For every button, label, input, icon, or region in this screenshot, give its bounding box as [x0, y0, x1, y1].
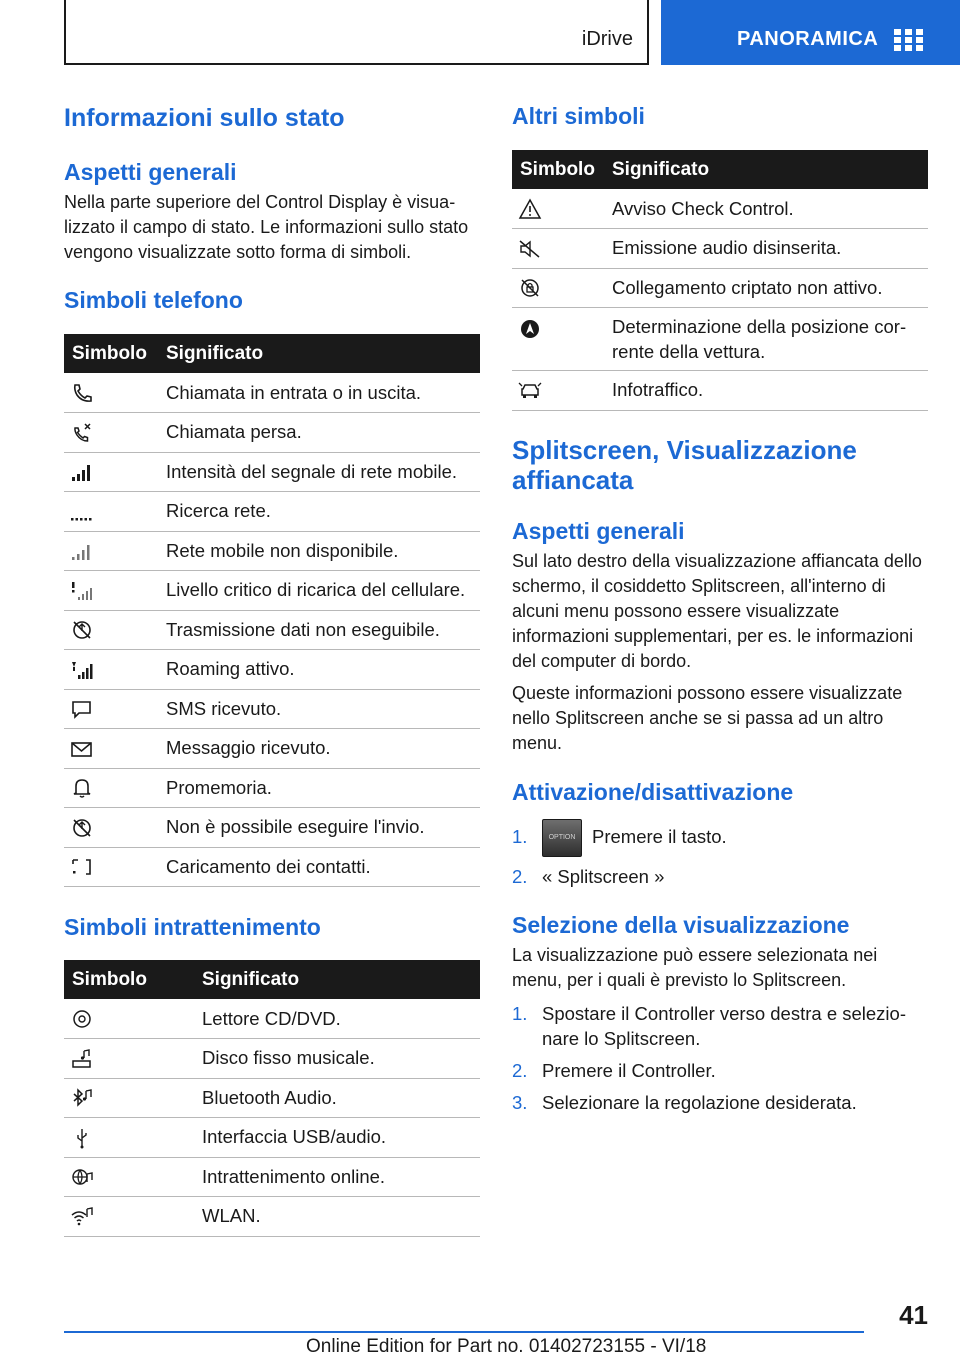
- step-number: 3.: [512, 1091, 528, 1113]
- phone-call-icon: [70, 382, 94, 404]
- row-meaning: Caricamento dei contatti.: [158, 847, 480, 887]
- step-number: 1.: [512, 1002, 528, 1024]
- row-meaning: Avviso Check Control.: [604, 189, 928, 229]
- send-blocked-icon: [70, 817, 94, 839]
- row-meaning: Chiamata persa.: [158, 413, 480, 453]
- table-row: [64, 1039, 480, 1079]
- header-section-box: [64, 0, 649, 65]
- list-item: [512, 1001, 928, 1051]
- data-disabled-icon: [70, 619, 94, 641]
- phone-symbols-table: [64, 334, 480, 887]
- splitscreen-text-1: Sul lato destro della visualizzazione affiancata dello schermo, il cosiddetto Splitscreen, all'interno di alcuni menu possono essere visualizzate informazioni supplementari, per es. le informazioni del computer di bordo.: [512, 550, 922, 671]
- selection-heading: Selezione della visualizzazione: [512, 911, 850, 938]
- unencrypted-icon: [518, 277, 542, 299]
- usb-icon: [70, 1127, 94, 1149]
- table-row: [64, 492, 480, 532]
- position-icon: [518, 318, 542, 340]
- step-text: Premere il tasto.: [592, 825, 727, 847]
- selection-steps: [512, 1001, 928, 1115]
- step-number: 1.: [512, 825, 528, 847]
- online-entertainment-icon: [70, 1166, 94, 1188]
- table-row: [512, 371, 928, 411]
- header-section-label: iDrive: [581, 28, 633, 50]
- table-row: [512, 189, 928, 229]
- entertainment-symbols-heading: Simboli intrattenimento: [64, 914, 321, 940]
- missed-call-icon: [70, 422, 94, 444]
- grid-icon[interactable]: [894, 29, 924, 53]
- list-item: [512, 1090, 928, 1115]
- table-row: [64, 1078, 480, 1118]
- page-number: 41: [899, 1300, 928, 1330]
- column-header-meaning: Significato: [202, 968, 300, 990]
- column-header-symbol: Simbolo: [520, 158, 595, 180]
- other-symbols-table: [512, 150, 928, 411]
- row-meaning: Promemoria.: [158, 768, 480, 808]
- table-row: [64, 452, 480, 492]
- table-row: [64, 373, 480, 413]
- row-meaning: Collegamento criptato non attivo.: [604, 268, 928, 308]
- list-item: [512, 864, 928, 889]
- list-item: [512, 1058, 928, 1083]
- splitscreen-title: Splitscreen, Visualizzazione affiancata: [512, 434, 857, 495]
- cd-icon: [70, 1008, 94, 1030]
- row-meaning: Roaming attivo.: [158, 650, 480, 690]
- page-title: Informazioni sullo stato: [64, 104, 345, 132]
- other-symbols-heading: Altri simboli: [512, 103, 645, 129]
- table-row: [512, 268, 928, 308]
- row-meaning: SMS ricevuto.: [158, 689, 480, 729]
- row-meaning: WLAN.: [194, 1197, 480, 1237]
- column-header-meaning: Significato: [612, 158, 710, 180]
- column-header-symbol: Simbolo: [72, 968, 147, 990]
- signal-strength-icon: [70, 461, 94, 483]
- column-header-meaning: Significato: [166, 342, 264, 364]
- network-search-icon: [70, 501, 94, 523]
- table-header-row: [64, 334, 480, 373]
- table-row: [512, 229, 928, 269]
- row-meaning: Chiamata in entrata o in uscita.: [158, 373, 480, 413]
- step-text: Spostare il Controller verso destra e selezionare lo Splitscreen.: [542, 1002, 907, 1049]
- entertainment-symbols-table: [64, 960, 480, 1237]
- column-header-symbol: Simbolo: [72, 342, 147, 364]
- footer-edition: Online Edition for Part no. 01402723155 - VI/18: [306, 1336, 707, 1357]
- sms-icon: [70, 698, 94, 720]
- row-meaning: Trasmissione dati non eseguibile.: [158, 610, 480, 650]
- warning-triangle-icon: [518, 198, 542, 220]
- table-row: [64, 808, 480, 848]
- phone-symbols-heading: Simboli telefono: [64, 287, 243, 313]
- table-row: [64, 729, 480, 769]
- header-tab-panoramica[interactable]: [661, 0, 960, 65]
- row-meaning: Determinazione della posizione corrente della vettura.: [604, 308, 928, 371]
- row-meaning: Intensità del segnale di rete mobile.: [158, 452, 480, 492]
- table-row: [64, 768, 480, 808]
- table-row: [64, 650, 480, 690]
- splitscreen-general-heading: Aspetti generali: [512, 517, 685, 544]
- row-meaning: Emissione audio disinserita.: [604, 229, 928, 269]
- contacts-loading-icon: [70, 856, 94, 878]
- table-row: [64, 413, 480, 453]
- hard-disk-music-icon: [70, 1048, 94, 1070]
- right-column: [512, 100, 928, 1122]
- traffic-info-icon: [518, 380, 542, 402]
- header-tab-label: PANORAMICA: [737, 28, 879, 50]
- row-meaning: Infotraffico.: [604, 371, 928, 411]
- row-meaning: Bluetooth Audio.: [194, 1078, 480, 1118]
- row-meaning: Ricerca rete.: [158, 492, 480, 532]
- option-button-icon[interactable]: OPTION: [542, 819, 582, 857]
- general-heading: Aspetti generali: [64, 159, 237, 185]
- step-text: Selezionare la regolazione desiderata.: [542, 1091, 857, 1113]
- roaming-icon: [70, 659, 94, 681]
- activation-heading: Attivazione/disattivazione: [512, 778, 794, 805]
- table-row: [64, 999, 480, 1039]
- row-meaning: Interfaccia USB/audio.: [194, 1118, 480, 1158]
- table-header-row: [512, 150, 928, 189]
- row-meaning: Rete mobile non disponibile.: [158, 531, 480, 571]
- left-column: [64, 100, 480, 1237]
- low-battery-icon: [70, 580, 94, 602]
- footer-divider: [64, 1331, 864, 1333]
- splitscreen-text-2: Queste informazioni possono essere visualizzate nello Splitscreen anche se si passa ad un altro menu.: [512, 682, 903, 753]
- general-text: Nella parte superiore del Control Display è visualizzato il campo di stato. Le informazioni sullo stato vengono visualizzate sotto forma di simboli.: [64, 192, 469, 262]
- selection-text: La visualizzazione può essere selezionata nei menu, per i quali è previsto lo Splitscreen.: [512, 944, 878, 990]
- mute-icon: [518, 238, 542, 260]
- bluetooth-audio-icon: [70, 1087, 94, 1109]
- table-row: [64, 1197, 480, 1237]
- table-row: [64, 571, 480, 611]
- row-meaning: Intrattenimento online.: [194, 1157, 480, 1197]
- table-row: [64, 1118, 480, 1158]
- row-meaning: Non è possibile eseguire l'invio.: [158, 808, 480, 848]
- table-row: [64, 610, 480, 650]
- envelope-icon: [70, 738, 94, 760]
- list-item: [512, 818, 928, 857]
- table-row: [64, 689, 480, 729]
- no-network-icon: [70, 540, 94, 562]
- table-row: [512, 308, 928, 371]
- step-number: 2.: [512, 865, 528, 887]
- step-number: 2.: [512, 1059, 528, 1081]
- bell-icon: [70, 777, 94, 799]
- row-meaning: Messaggio ricevuto.: [158, 729, 480, 769]
- table-row: [64, 1157, 480, 1197]
- step-text: Premere il Controller.: [542, 1059, 716, 1081]
- row-meaning: Lettore CD/DVD.: [194, 999, 480, 1039]
- table-row: [64, 847, 480, 887]
- table-row: [64, 531, 480, 571]
- step-text: « Splitscreen »: [542, 865, 665, 887]
- row-meaning: Livello critico di ricarica del cellulare.: [158, 571, 480, 611]
- table-header-row: [64, 960, 480, 999]
- activation-steps: [512, 818, 928, 889]
- wlan-icon: [70, 1206, 94, 1228]
- row-meaning: Disco fisso musicale.: [194, 1039, 480, 1079]
